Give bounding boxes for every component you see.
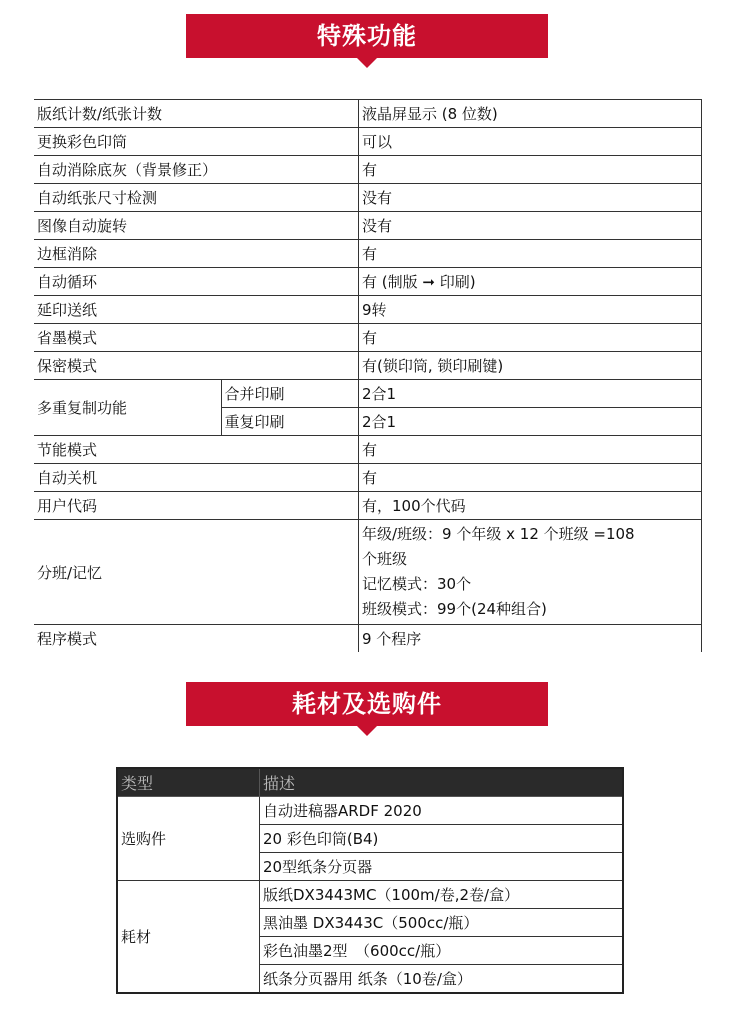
feature-label: 图像自动旋转 <box>34 212 359 240</box>
table-header-row <box>117 768 623 797</box>
feature-value: 可以 <box>359 128 702 156</box>
header-type: 类型 <box>117 768 260 797</box>
feature-label: 省墨模式 <box>34 324 359 352</box>
table-row <box>34 625 702 653</box>
feature-label: 延印送纸 <box>34 296 359 324</box>
desc-cell: 黑油墨 DX3443C（500cc/瓶） <box>260 909 624 937</box>
value-line: 记忆模式：30个 <box>362 575 472 593</box>
feature-value: 有 <box>359 156 702 184</box>
value-line: 班级模式：99个(24种组合) <box>362 600 547 618</box>
feature-sub-label: 合并印刷 <box>221 380 359 408</box>
feature-value: 有 <box>359 240 702 268</box>
table-row <box>34 464 702 492</box>
table-row <box>117 797 623 825</box>
table-row <box>34 324 702 352</box>
value-line: 个班级 <box>362 550 408 568</box>
value-line: 年级/班级：9 个年级 x 12 个班级 =108 <box>362 525 635 543</box>
desc-cell: 20型纸条分页器 <box>260 853 624 881</box>
feature-label: 节能模式 <box>34 436 359 464</box>
desc-cell: 版纸DX3443MC（100m/卷,2卷/盒） <box>260 881 624 909</box>
desc-cell: 纸条分页器用 纸条（10卷/盒） <box>260 965 624 994</box>
feature-value: 2合1 <box>359 380 702 408</box>
feature-label: 更换彩色印筒 <box>34 128 359 156</box>
feature-value: 有 (制版 ➞ 印刷) <box>359 268 702 296</box>
feature-value: 没有 <box>359 184 702 212</box>
feature-label: 边框消除 <box>34 240 359 268</box>
feature-label: 自动关机 <box>34 464 359 492</box>
feature-value: 9转 <box>359 296 702 324</box>
feature-value: 有，100个代码 <box>359 492 702 520</box>
feature-value: 有 <box>359 436 702 464</box>
table-row <box>34 240 702 268</box>
feature-label: 版纸计数/纸张计数 <box>34 100 221 128</box>
table-row <box>34 100 702 128</box>
feature-value: 没有 <box>359 212 702 240</box>
feature-value: 有 <box>359 324 702 352</box>
feature-label: 多重复制功能 <box>34 380 221 436</box>
section-title-special-features: 特殊功能 <box>186 14 548 58</box>
table-row <box>34 296 702 324</box>
desc-cell: 20 彩色印筒(B4) <box>260 825 624 853</box>
table-row <box>34 380 702 408</box>
table-row <box>34 268 702 296</box>
feature-label: 自动消除底灰（背景修正） <box>34 156 359 184</box>
table-row <box>34 520 702 625</box>
table-row <box>34 156 702 184</box>
feature-value: 2合1 <box>359 408 702 436</box>
feature-value: 有 <box>359 464 702 492</box>
feature-value: 9 个程序 <box>359 625 702 653</box>
desc-cell: 自动进稿器ARDF 2020 <box>260 797 624 825</box>
table-row <box>34 352 702 380</box>
feature-value: 有(锁印筒, 锁印刷键) <box>359 352 702 380</box>
table-row <box>34 492 702 520</box>
feature-label: 自动纸张尺寸检测 <box>34 184 359 212</box>
type-cell: 选购件 <box>117 797 260 881</box>
table-row <box>34 184 702 212</box>
feature-label: 保密模式 <box>34 352 359 380</box>
type-cell: 耗材 <box>117 881 260 994</box>
header-desc: 描述 <box>260 768 624 797</box>
feature-label: 用户代码 <box>34 492 359 520</box>
table-row <box>34 436 702 464</box>
feature-label: 分班/记忆 <box>34 520 359 625</box>
table-row <box>34 128 702 156</box>
feature-value <box>359 520 702 625</box>
feature-label: 自动循环 <box>34 268 359 296</box>
feature-label: 程序模式 <box>37 630 98 648</box>
section-title-consumables: 耗材及选购件 <box>186 682 548 726</box>
table-row <box>117 881 623 909</box>
table-row <box>34 212 702 240</box>
special-features-table <box>34 99 702 652</box>
feature-sub-label: 重复印刷 <box>221 408 359 436</box>
feature-value: 液晶屏显示 (8 位数) <box>359 100 702 128</box>
consumables-table <box>116 767 624 994</box>
desc-cell: 彩色油墨2型 （600cc/瓶） <box>260 937 624 965</box>
